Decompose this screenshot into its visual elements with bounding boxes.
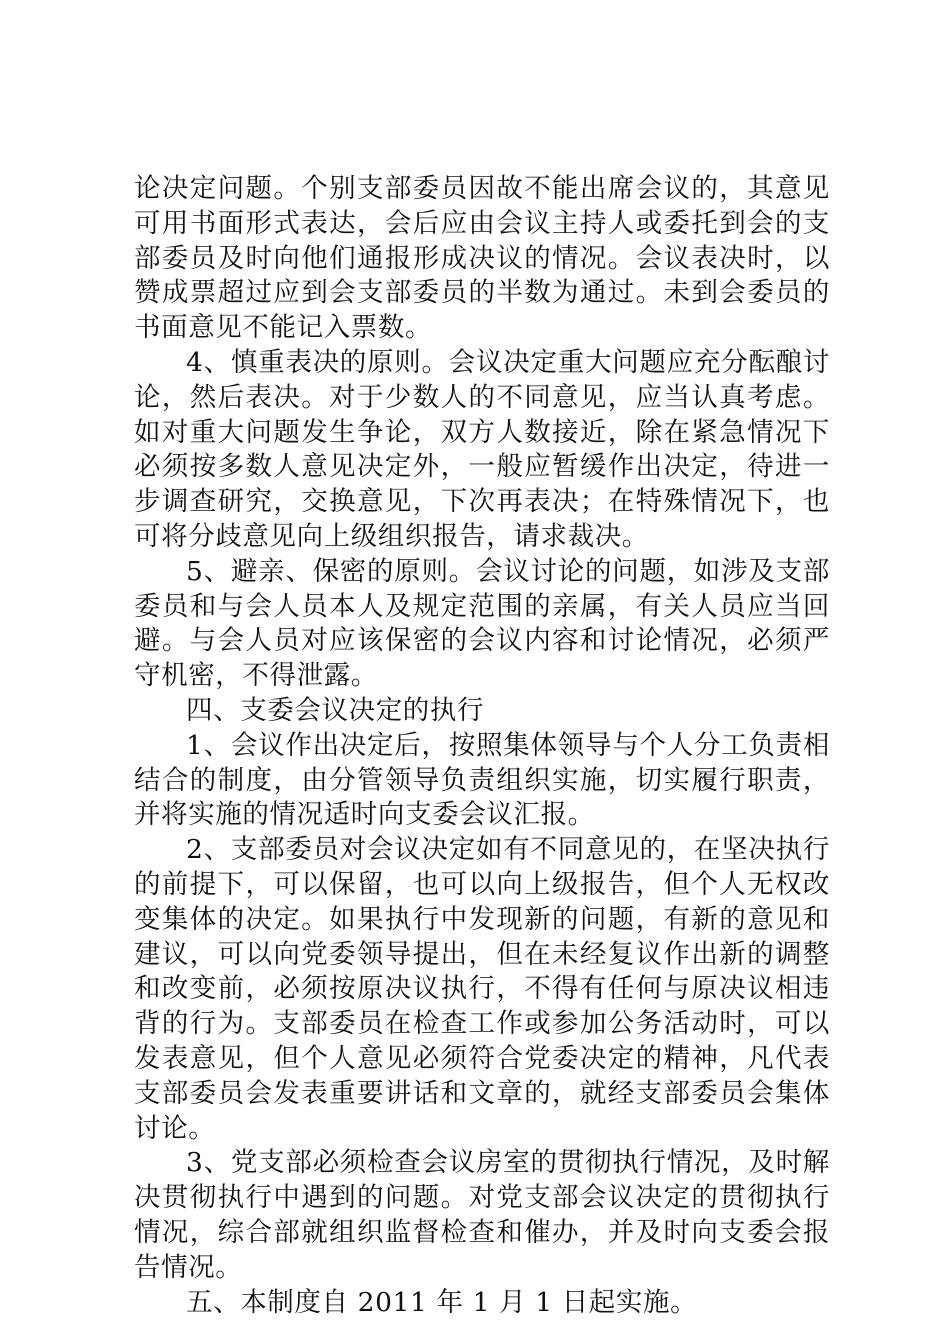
section-heading-5: 五、本制度自 2011 年 1 月 1 日起实施。 [186,1286,698,1318]
section-heading-4: 四、支委会议决定的执行 [186,694,485,726]
paragraph-continuation: 论决定问题。个别支部委员因故不能出席会议的，其意见可用书面形式表达，会后应由会议主持人或委托到会的支部委员及时向他们通报形成决议的情况。会议表决时，以赞成票超过应到会支部委员的半数为通过。未到会委员的书面意见不能记入票数。 [134,173,830,344]
paragraph-execution-2: 2、支部委员对会议决定如有不同意见的，在坚决执行的前提下，可以保留，也可以向上级报告，但个人无权改变集体的决定。如果执行中发现新的问题，有新的意见和建议，可以向党委领导提出，但在未经复议作出新的调整和改变前，必须按原决议执行，不得有任何与原决议相违背的行为。支部委员在检查工作或参加公务活动时，可以发表意见，但个人意见必须符合党委决定的精神，凡代表支部委员会发表重要讲话和文章的，就经支部委员会集体讨论。 [134,834,830,1144]
paragraph-execution-1: 1、会议作出决定后，按照集体领导与个人分工负责相结合的制度，由分管领导负责组织实施，切实履行职责，并将实施的情况适时向支委会议汇报。 [134,729,830,831]
paragraph-principle-5: 5、避亲、保密的原则。会议讨论的问题，如涉及支部委员和与会人员本人及规定范围的亲属，有关人员应当回避。与会人员对应该保密的会议内容和讨论情况，必须严守机密，不得泄露。 [134,555,830,692]
paragraph-execution-3: 3、党支部必须检查会议房室的贯彻执行情况，及时解决贯彻执行中遇到的问题。对党支部会议决定的贯彻执行情况，综合部就组织监督检查和催办，并及时向支委会报告情况。 [134,1147,830,1283]
document-body [134,172,830,1320]
paragraph-principle-4: 4、慎重表决的原则。会议决定重大问题应充分酝酿讨论，然后表决。对于少数人的不同意见，应当认真考虑。如对重大问题发生争论，双方人数接近，除在紧急情况下必须按多数人意见决定外，一般应暂缓作出决定，待进一步调查研究，交换意见，下次再表决；在特殊情况下，也可将分歧意见向上级组织报告，请求裁决。 [134,346,830,552]
